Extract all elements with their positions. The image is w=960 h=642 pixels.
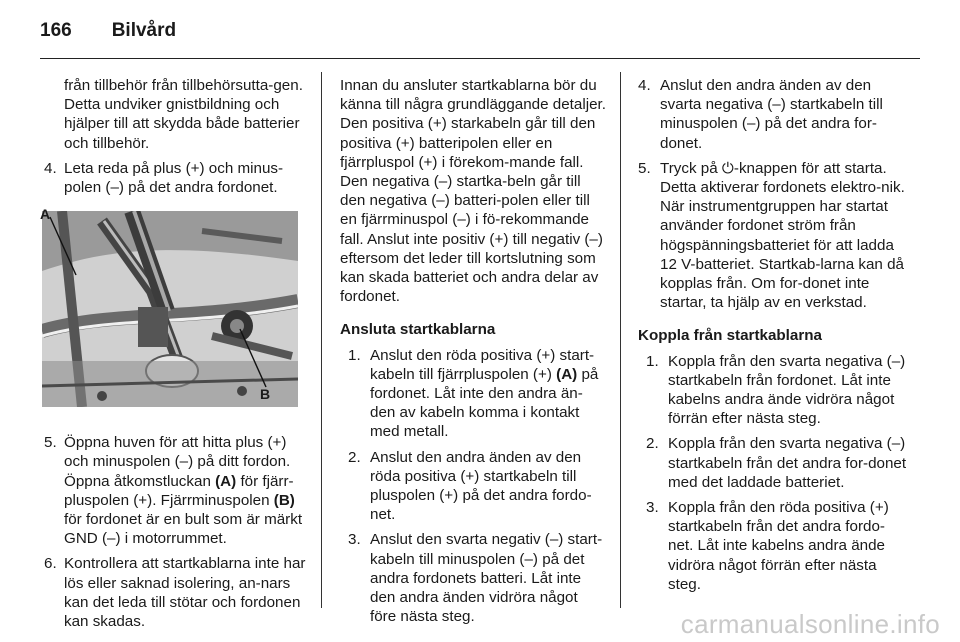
item-number: 5. [44,434,57,452]
section-heading: Koppla från startkablarna [638,327,822,345]
bold-ref-b: (B) [273,491,295,509]
column-2 [340,76,608,626]
item-text: Koppla från den svarta negativa (–) startkabeln från fordonet. Låt inte kabelns andra ände vidröra något förrän efter nästa steg. [668,352,906,428]
page-header [40,20,176,50]
item-text [64,433,308,548]
item-text: Koppla från den röda positiva (+) startkabeln från det andra fordo-net. Låt inte kabelns andra ände vidröra något förrän efter nästa steg. [668,499,889,593]
bold-ref-a: (A) [556,365,578,383]
watermark-text: carmanualsonline.info [680,609,940,639]
intro-paragraph: Innan du ansluter startkablarna bör du känna till några grundläggande detaljer. Den positiva (+) starkabeln går till den positiva (+) batteripolen eller en fjärrpluspol (+) i förekom-mande fall. Den negativa (–) startka-beln går till den negativa (–) batteri-polen eller till en fjärrminuspol (–) i fö-rekommande fall. Anslut inte positiv (+) till negativ (–) eftersom det leder till kortslutning som kan skada batteriet och andra delar av fordonet. [340,77,606,306]
continued-paragraph: från tillbehör från tillbehörsutta-gen. Detta undviker gnistbildning och hjälper till att skydda både batterier och tillbehör. [64,77,303,152]
list-item [638,76,910,153]
column-3 [638,76,910,594]
section-heading: Ansluta startkablarna [340,321,496,339]
engine-bay-illustration [40,206,298,407]
list-item [340,530,608,626]
item-text: Anslut den andra änden av den röda positiva (+) startkabeln till pluspolen (+) på det andra fordo-net. [370,448,592,524]
item-number: 3. [646,499,659,517]
item-number: 3. [348,531,361,549]
text-run: för fjärr-pluspolen (+). Fjärrminuspolen [64,472,294,509]
header-rule [40,58,920,59]
item-text: Koppla från den svarta negativa (–) startkabeln från det andra for-donet med det laddade batteriet. [668,435,907,491]
item-text: Anslut den svarta negativ (–) start-kabeln till minuspolen (–) på det andra fordonets batteri. Låt inte den andra änden vidröra något före nästa steg. [370,531,603,626]
list-item [340,346,608,442]
list-item [638,498,910,594]
item-number: 5. [638,159,651,177]
list-item [44,554,308,631]
text-run: för fordonet är en bult som är märkt GND (–) i motorrummet. [64,511,303,548]
item-number: 6. [44,555,57,573]
list-item [638,159,910,313]
page-number: 166 [40,20,72,41]
item-text: Leta reda på plus (+) och minus-polen (–) på det andra fordonet. [64,159,284,197]
bold-ref-a: (A) [215,472,237,490]
item-text: Kontrollera att startkablarna inte har lös eller saknad isolering, an-nars kan det leda till stötar och fordonen kan skadas. [64,555,306,631]
item-number: 4. [638,77,651,94]
item-number: 1. [348,346,361,364]
callout-label-b: B [260,386,271,403]
column-divider [321,72,322,608]
item-text: Tryck på ⏻-knappen för att starta. Detta aktiverar fordonets elektro-nik. När instrumentgruppen har startat använder fordonet ström från högspänningsbatteriet för att ladda 12 V-batteriet. Startkab-larna kan då kopplas från. Om for-donet inte startar, ta hjälp av en verkstad. [660,159,905,312]
list-item [44,159,308,197]
list-item [44,433,308,548]
item-text: Anslut den andra änden av den svarta negativa (–) startkabeln till minuspolen (–) på det andra for-donet. [660,77,883,152]
list-item [638,352,910,429]
text-run: Anslut den röda positiva (+) start-kabeln till fjärrpluspolen (+) [370,346,595,383]
item-number: 1. [646,352,659,370]
engine-illustration-image [42,211,298,407]
section-title: Bilvård [111,20,177,41]
item-number: 2. [646,435,659,453]
list-item [340,448,608,525]
item-text [370,346,608,442]
item-number: 2. [348,448,361,466]
column-divider [620,72,621,608]
text-run: på fordonet. Låt inte den andra än-den av kabeln komma i kontakt med metall. [370,365,599,441]
text-run: Öppna huven för att hitta plus (+) och minuspolen (–) på ditt fordon. Öppna åtkomstluckan [64,434,291,490]
item-number: 4. [44,159,57,177]
column-1 [40,76,308,631]
callout-label-a: A [40,206,51,223]
list-item [638,434,910,492]
